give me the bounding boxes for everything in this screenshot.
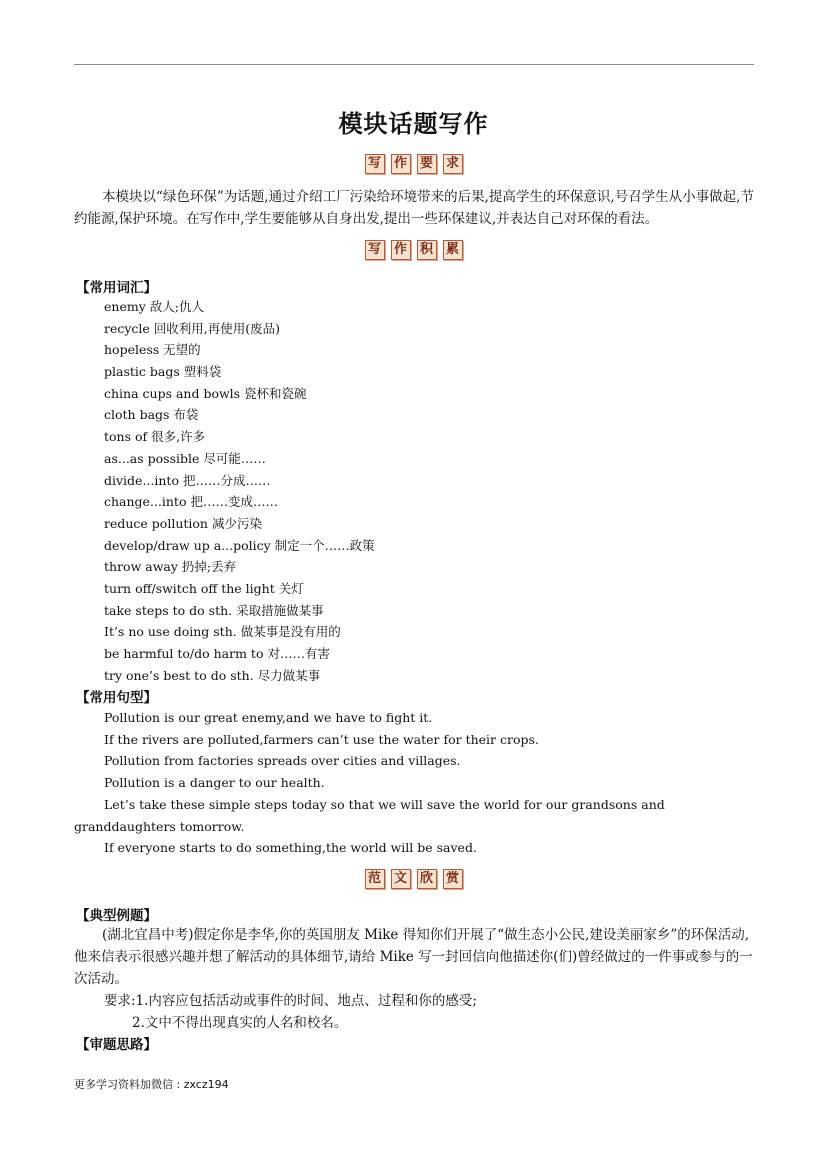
vocab-item: cloth bags 布袋	[104, 407, 199, 423]
badge-char: 求	[443, 154, 463, 174]
vocab-item: change...into 把……变成……	[104, 494, 278, 510]
badge-char: 作	[391, 240, 411, 260]
sentence-item: Pollution is our great enemy,and we have to fight it.	[104, 710, 433, 725]
sentence-heading: 【常用句型】	[76, 690, 157, 706]
badge-char: 累	[443, 240, 463, 260]
vocab-item: try one’s best to do sth. 尽力做某事	[104, 667, 321, 683]
vocab-item: divide...into 把……分成……	[104, 472, 271, 488]
vocab-item: hopeless 无望的	[104, 342, 201, 358]
requirement-line-1: 要求:1.内容应包括活动或事件的时间、地点、过程和你的感受;	[104, 993, 477, 1009]
badge-char: 要	[417, 154, 437, 174]
badge-char: 文	[391, 869, 411, 889]
sentence-item: Pollution from factories spreads over cities and villages.	[104, 753, 461, 769]
sentence-item: Let’s take these simple steps today so that we will save the world for our grandsons and granddaughters tomorrow.	[74, 796, 665, 834]
vocab-heading: 【常用词汇】	[76, 280, 157, 296]
vocab-item: tons of 很多,许多	[104, 429, 206, 445]
analysis-heading: 【审题思路】	[76, 1037, 157, 1053]
badge-char: 范	[365, 869, 385, 889]
intro-paragraph: 本模块以“绿色环保”为话题,通过介绍工厂污染给环境带来的后果,提高学生的环保意识,号召学生从小事做起,节约能源,保护环境。在写作中,学生要能够从自身出发,提出一些环保建议,并表达自己对环保的看法。	[74, 189, 754, 227]
footer-note: 更多学习资料加微信 : zxcz194	[74, 1078, 229, 1091]
vocab-item: as...as possible 尽可能……	[104, 450, 266, 466]
sentence-item: Pollution is a danger to our health.	[104, 775, 325, 791]
badge-writing-accumulation	[0, 240, 827, 260]
vocab-item: enemy 敌人;仇人	[104, 299, 204, 314]
badge-char: 积	[417, 240, 437, 260]
badge-model-appreciation	[0, 869, 827, 889]
vocab-item: china cups and bowls 瓷杯和瓷碗	[104, 385, 307, 401]
vocab-item: turn off/switch off the light 关灯	[104, 580, 304, 596]
example-paragraph: (湖北宜昌中考)假定你是李华,你的英国朋友 Mike 得知你们开展了“做生态小公民,建设美丽家乡”的环保活动,他来信表示很感兴趣并想了解活动的具体细节,请给 Mike 写一封回信向他描述你(们)曾经做过的一件事或参与的一次活动。	[74, 927, 753, 987]
vocab-item: throw away 扔掉;丢弃	[104, 559, 237, 575]
example-heading: 【典型例题】	[76, 908, 157, 924]
vocab-item: develop/draw up a...policy 制定一个……政策	[104, 537, 375, 553]
vocab-item: take steps to do sth. 采取措施做某事	[104, 602, 324, 618]
sentence-item: If the rivers are polluted,farmers can’t use the water for their crops.	[104, 731, 539, 747]
badge-char: 作	[391, 154, 411, 174]
header-rule	[74, 64, 754, 65]
vocab-list	[104, 296, 754, 686]
page-title: 模块话题写作	[338, 109, 489, 138]
badge-writing-requirements	[0, 154, 827, 174]
requirement-line-2: 2.文中不得出现真实的人名和校名。	[132, 1015, 348, 1031]
badge-char: 写	[365, 154, 385, 174]
vocab-item: recycle 回收利用,再使用(废品)	[104, 320, 281, 336]
badge-char: 欣	[417, 869, 437, 889]
vocab-item: be harmful to/do harm to 对……有害	[104, 646, 330, 661]
vocab-item: plastic bags 塑料袋	[104, 364, 222, 380]
vocab-item: reduce pollution 减少污染	[104, 515, 262, 531]
sentence-list	[74, 707, 754, 859]
badge-char: 写	[365, 240, 385, 260]
vocab-item: It’s no use doing sth. 做某事是没有用的	[104, 624, 341, 640]
sentence-item: If everyone starts to do something,the world will be saved.	[104, 840, 477, 856]
badge-char: 赏	[443, 869, 463, 889]
